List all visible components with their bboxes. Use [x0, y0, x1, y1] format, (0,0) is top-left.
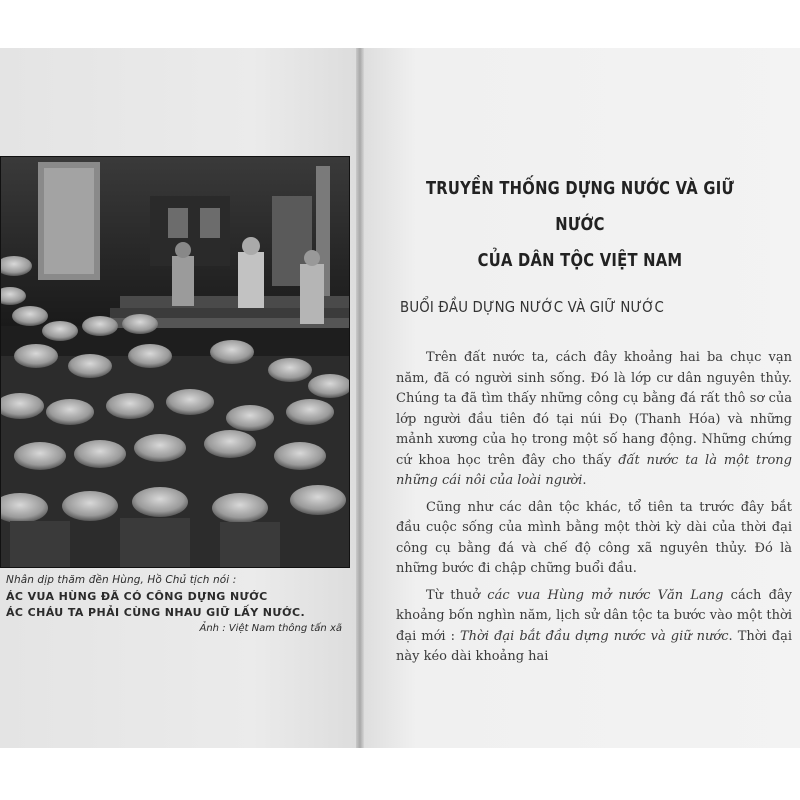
- crowd-photo-illustration: [0, 156, 350, 568]
- paragraph-1-text: Trên đất nước ta, cách đây khoảng hai ba chục vạn năm, đã có người sinh sống. Đó là lớp cư dân nguyên thủy. Chúng ta đã tìm thấy những công cụ bằng đá rất thô sơ của lớp người đầu tiên đó tại núi Đọ (Thanh Hóa) và những mảnh xương của họ trong một số hang động. Những chứng cứ khoa học trên đây cho thấy: [396, 350, 792, 468]
- paragraph-3: [396, 586, 792, 668]
- caption-quote-line-1: ÁC VUA HÙNG ĐÃ CÓ CÔNG DỰNG NƯỚC: [6, 590, 268, 603]
- paragraph-3-middle: cách đây khoảng bốn nghìn năm, lịch sử dân tộc ta bước vào một thời đại mới :: [396, 587, 792, 644]
- paragraph-3-emphasis-2: Thời đại bắt đầu dựng nước và giữ nước: [460, 628, 729, 644]
- book-gutter: [356, 48, 364, 748]
- photo-credit: Ảnh : Việt Nam thông tấn xã: [199, 623, 342, 634]
- paragraph-1: [396, 348, 792, 492]
- left-page: [0, 48, 362, 748]
- right-page: [364, 48, 800, 748]
- paragraph-3-text: Từ thuở: [426, 587, 488, 603]
- paragraph-3-emphasis-1: các vua Hùng mở nước Văn Lang: [487, 587, 724, 603]
- chapter-title: [424, 171, 736, 279]
- chapter-title-line-1: TRUYỀN THỐNG DỰNG NƯỚC VÀ GIỮ NƯỚC: [425, 178, 735, 235]
- paragraph-2-text: Cũng như các dân tộc khác, tổ tiên ta trước đây bắt đầu cuộc sống của mình bằng một thời kỳ dài của thời đại công cụ bằng đá và chế độ công xã nguyên thủy. Đó là những bước đi chập chững buổi đầu.: [396, 499, 792, 576]
- paragraph-1-emphasis: đất nước ta là một trong những cái nôi của loài người: [396, 452, 792, 488]
- paragraph-3-end: . Thời đại này kéo dài khoảng hai: [396, 628, 792, 664]
- caption-quote-line-2: ÁC CHÁU TA PHẢI CÙNG NHAU GIỮ LẤY NƯỚC.: [6, 606, 306, 619]
- paragraph-2: [396, 498, 792, 580]
- historical-photograph: [0, 156, 350, 568]
- body-text: [396, 348, 792, 674]
- chapter-title-line-2: CỦA DÂN TỘC VIỆT NAM: [477, 250, 683, 271]
- paragraph-1-end: .: [582, 473, 587, 488]
- photo-caption: [6, 574, 346, 634]
- caption-intro: Nhân dịp thăm đền Hùng, Hồ Chủ tịch nói :: [6, 574, 237, 586]
- section-heading: BUỔI ĐẦU DỰNG NƯỚC VÀ GIỮ NƯỚC: [400, 298, 664, 316]
